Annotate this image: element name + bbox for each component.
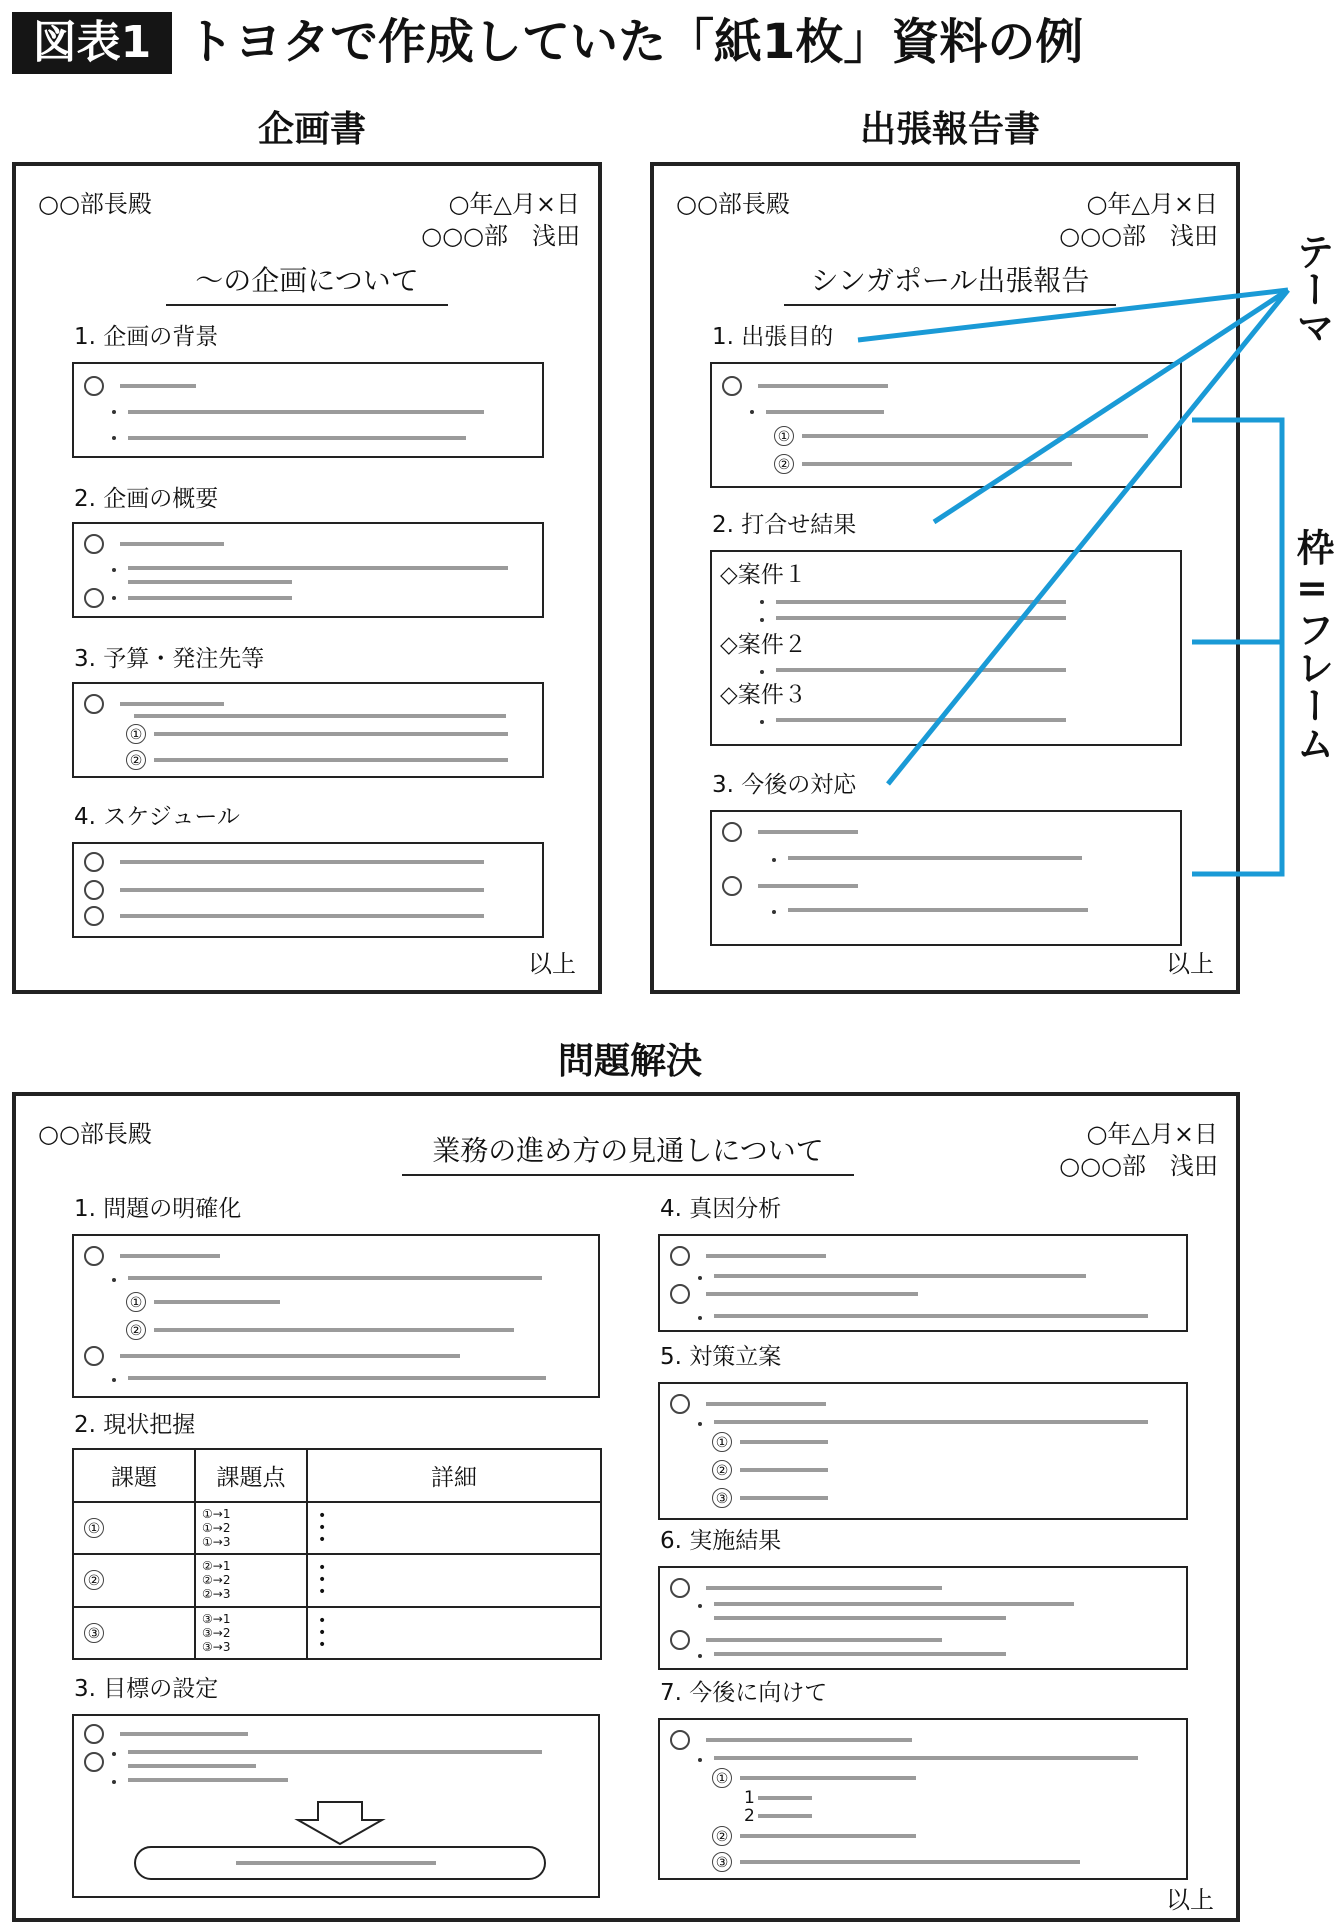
- bullet-icon: [698, 1422, 702, 1426]
- circle-marker-icon: [84, 1724, 104, 1744]
- circled-number: ①: [774, 426, 794, 446]
- circled-number: ③: [712, 1488, 732, 1508]
- doc3-closing: 以上: [1166, 1886, 1214, 1914]
- point-label: ①→3: [202, 1534, 231, 1549]
- placeholder-line: [758, 1796, 812, 1800]
- placeholder-line: [740, 1440, 828, 1444]
- table-header: 課題点: [195, 1449, 307, 1502]
- current-state-table: [72, 1448, 602, 1660]
- doc1-closing: 以上: [528, 950, 576, 978]
- target-capsule: [134, 1846, 546, 1880]
- bullet-icon: [698, 1604, 702, 1608]
- doc1-item-4: 4. スケジュール: [74, 804, 240, 830]
- doc3-frame-1: [72, 1234, 600, 1398]
- circled-number: ②: [126, 750, 146, 770]
- table-cell-points: [195, 1607, 307, 1660]
- circle-marker-icon: [670, 1730, 690, 1750]
- placeholder-line: [706, 1638, 942, 1642]
- doc2-closing: 以上: [1166, 950, 1214, 978]
- bullet-icon: [112, 1780, 116, 1784]
- table-header-row: [73, 1449, 601, 1502]
- placeholder-line: [740, 1834, 916, 1838]
- doc3-author: ○○○部 浅田: [1059, 1152, 1218, 1180]
- doc3-date: ○年△月×日: [1086, 1120, 1218, 1148]
- figure-tag: 図表1: [12, 12, 172, 74]
- doc2-case-1: ◇案件１: [720, 562, 807, 588]
- circled-number: ③: [712, 1852, 732, 1872]
- doc2-case-2: ◇案件２: [720, 632, 807, 658]
- placeholder-line: [714, 1652, 1006, 1656]
- doc3-sheet: [12, 1092, 1240, 1922]
- doc2-author: ○○○部 浅田: [1059, 222, 1218, 250]
- table-cell-points: [195, 1502, 307, 1555]
- bullet-icon: [698, 1758, 702, 1762]
- placeholder-line: [714, 1420, 1148, 1424]
- doc3-item-1: 1. 問題の明確化: [74, 1196, 242, 1222]
- circle-marker-icon: [670, 1578, 690, 1598]
- circle-marker-icon: [670, 1630, 690, 1650]
- circled-number: ①: [126, 1292, 146, 1312]
- circled-number: ②: [712, 1460, 732, 1480]
- table-row: [73, 1502, 601, 1555]
- doc3-addressee: ○○部長殿: [38, 1120, 152, 1148]
- bullet-icon: [698, 1654, 702, 1658]
- placeholder-line: [714, 1602, 1074, 1606]
- placeholder-line: [758, 1814, 812, 1818]
- placeholder-line: [706, 1738, 912, 1742]
- circled-number: ②: [126, 1320, 146, 1340]
- circled-number: ②: [712, 1826, 732, 1846]
- bullet-icon: [112, 1378, 116, 1382]
- down-arrow-icon: [294, 1800, 386, 1846]
- placeholder-line: [706, 1586, 942, 1590]
- point-label: ②→2: [202, 1573, 231, 1588]
- doc2-item-2: 2. 打合せ結果: [712, 512, 857, 538]
- circle-marker-icon: [84, 1246, 104, 1266]
- circled-number: ①: [126, 724, 146, 744]
- doc1-section-title: 企画書: [257, 109, 366, 150]
- doc2-date: ○年△月×日: [1086, 190, 1218, 218]
- doc3-section-title: 問題解決: [557, 1041, 702, 1082]
- circled-number: ②: [84, 1570, 104, 1590]
- placeholder-line: [128, 1764, 256, 1768]
- doc3-item-5: 5. 対策立案: [660, 1344, 782, 1370]
- doc3-frame-6: [658, 1566, 1188, 1670]
- placeholder-line: [740, 1860, 1080, 1864]
- point-label: ②→3: [202, 1587, 231, 1602]
- placeholder-line: [128, 1750, 542, 1754]
- circled-number: ②: [774, 454, 794, 474]
- circled-number: ③: [84, 1623, 104, 1643]
- point-label: ②→1: [202, 1559, 231, 1574]
- table-row: [73, 1607, 601, 1660]
- table-header: 詳細: [307, 1449, 601, 1502]
- circled-number: ①: [712, 1768, 732, 1788]
- placeholder-line: [714, 1314, 1148, 1318]
- doc3-item-7: 7. 今後に向けて: [660, 1680, 828, 1706]
- doc1-date: ○年△月×日: [448, 190, 580, 218]
- doc3-frame-3: [72, 1714, 600, 1898]
- doc3-frame-5: [658, 1382, 1188, 1520]
- placeholder-line: [128, 1778, 288, 1782]
- placeholder-line: [128, 1276, 542, 1280]
- bullet-icon: [112, 1278, 116, 1282]
- table-cell-detail: • • •: [307, 1607, 601, 1660]
- table-cell-detail: • • •: [307, 1502, 601, 1555]
- circled-number: ①: [712, 1432, 732, 1452]
- frame-annotation-label: 枠=フレーム: [1290, 528, 1334, 762]
- doc3-theme: 業務の進め方の見通しについて: [402, 1132, 854, 1176]
- table-cell-points: [195, 1554, 307, 1607]
- bullet-icon: [112, 1752, 116, 1756]
- table-cell-issue: [73, 1607, 195, 1660]
- doc3-frame-4: [658, 1234, 1188, 1332]
- bullet-icon: [698, 1316, 702, 1320]
- point-label: ③→2: [202, 1625, 231, 1640]
- sub-number: 1: [744, 1788, 755, 1808]
- circle-marker-icon: [84, 1752, 104, 1772]
- table-header: 課題: [73, 1449, 195, 1502]
- doc1-item-2: 2. 企画の概要: [74, 486, 219, 512]
- theme-annotation-label: テーマ: [1290, 232, 1334, 346]
- placeholder-line: [154, 1328, 514, 1332]
- doc3-item-3: 3. 目標の設定: [74, 1676, 219, 1702]
- placeholder-line: [740, 1776, 916, 1780]
- doc2-theme: シンガポール出張報告: [784, 262, 1116, 306]
- placeholder-line: [120, 1732, 248, 1736]
- placeholder-line: [120, 1254, 220, 1258]
- doc1-item-3: 3. 予算・発注先等: [74, 646, 265, 672]
- placeholder-line: [706, 1254, 826, 1258]
- placeholder-line: [706, 1402, 826, 1406]
- placeholder-line: [740, 1496, 828, 1500]
- frame-bracket: [1192, 420, 1282, 874]
- doc2-case-3: ◇案件３: [720, 682, 807, 708]
- doc3-frame-7: [658, 1718, 1188, 1880]
- placeholder-line: [714, 1756, 1138, 1760]
- placeholder-line: [714, 1274, 1086, 1278]
- placeholder-line: [120, 1354, 460, 1358]
- table-row: [73, 1554, 601, 1607]
- placeholder-line: [740, 1468, 828, 1472]
- doc1-author: ○○○部 浅田: [421, 222, 580, 250]
- doc1-addressee: ○○部長殿: [38, 190, 152, 218]
- doc2-item-3: 3. 今後の対応: [712, 772, 857, 798]
- table-cell-detail: • • •: [307, 1554, 601, 1607]
- circle-marker-icon: [670, 1284, 690, 1304]
- point-label: ①→2: [202, 1520, 231, 1535]
- point-label: ①→1: [202, 1506, 231, 1521]
- doc3-item-2: 2. 現状把握: [74, 1412, 196, 1438]
- placeholder-line: [128, 1376, 546, 1380]
- doc2-section-title: 出張報告書: [859, 109, 1040, 150]
- sub-number: 2: [744, 1806, 755, 1826]
- placeholder-line: [236, 1861, 436, 1865]
- theme-pointer-line: [888, 290, 1288, 784]
- circled-number: ①: [84, 1518, 104, 1538]
- circle-marker-icon: [670, 1394, 690, 1414]
- figure-title: トヨタで作成していた「紙1枚」資料の例: [186, 14, 1084, 70]
- circle-marker-icon: [84, 1346, 104, 1366]
- doc3-item-4: 4. 真因分析: [660, 1196, 782, 1222]
- placeholder-line: [706, 1292, 918, 1296]
- doc1-item-1: 1. 企画の背景: [74, 324, 219, 350]
- table-cell-issue: [73, 1502, 195, 1555]
- circle-marker-icon: [670, 1246, 690, 1266]
- point-label: ③→3: [202, 1639, 231, 1654]
- doc2-item-1: 1. 出張目的: [712, 324, 834, 350]
- doc3-item-6: 6. 実施結果: [660, 1528, 782, 1554]
- placeholder-line: [714, 1616, 1006, 1620]
- doc2-addressee: ○○部長殿: [676, 190, 790, 218]
- table-cell-issue: [73, 1554, 195, 1607]
- point-label: ③→1: [202, 1611, 231, 1626]
- bullet-icon: [698, 1276, 702, 1280]
- doc1-theme: 〜の企画について: [166, 262, 448, 306]
- placeholder-line: [154, 1300, 280, 1304]
